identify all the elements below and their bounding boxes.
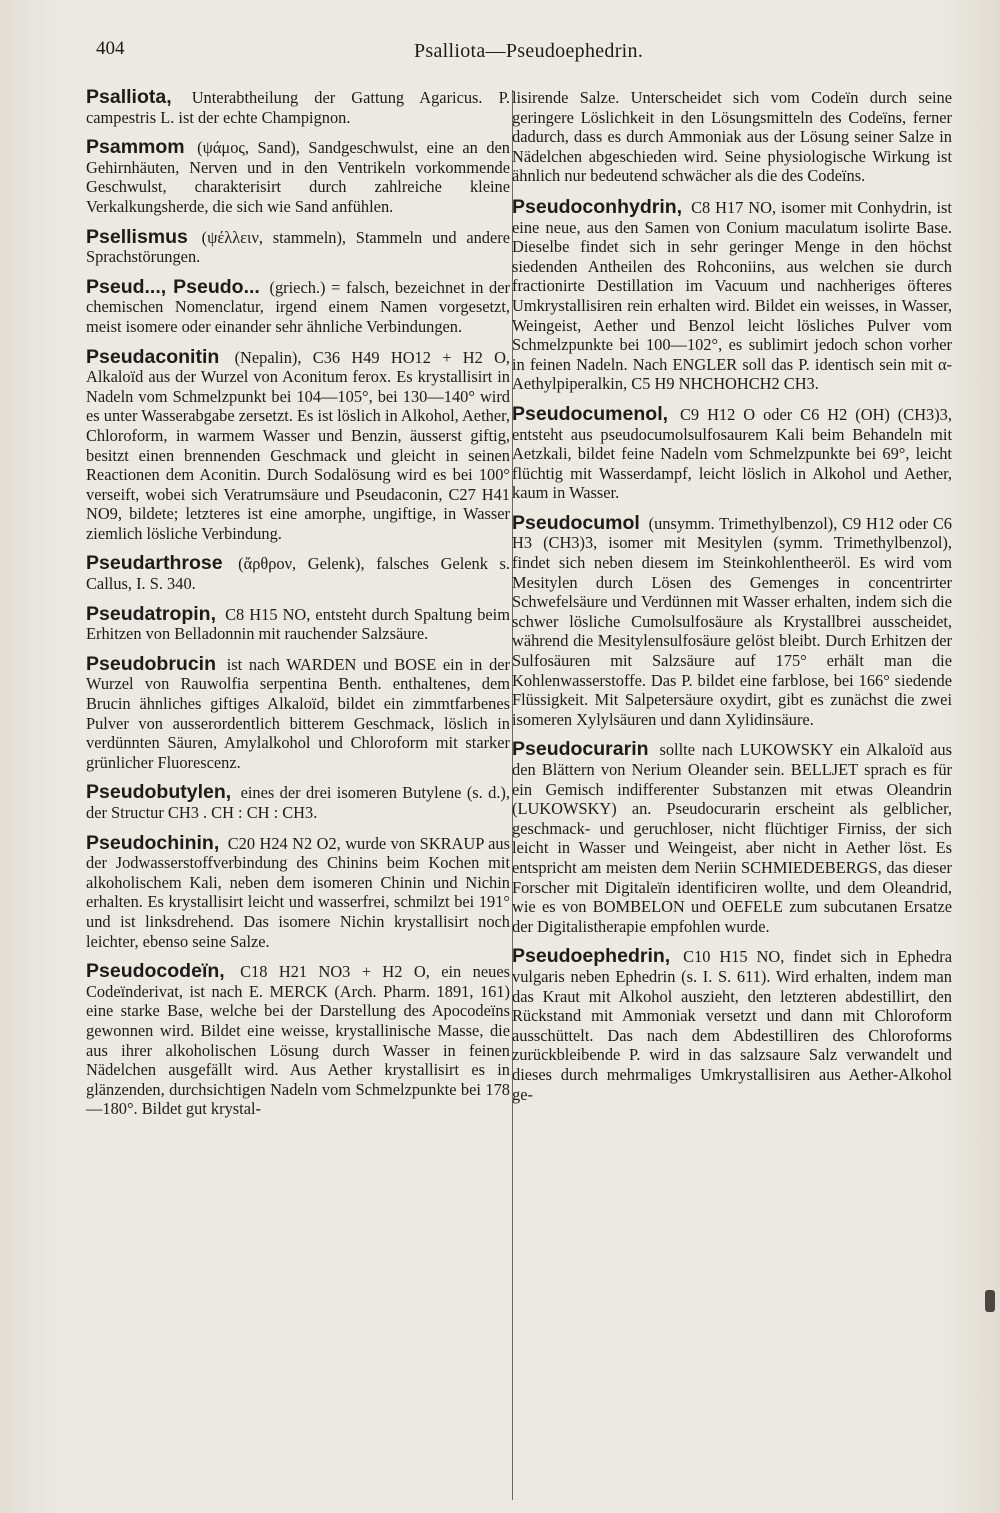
entry-pseudocurarin	[512, 740, 952, 936]
entry-pseudochinin	[86, 831, 510, 952]
lemma: Pseudochinin,	[86, 831, 220, 854]
running-head: Psalliota—Pseudoephedrin.	[414, 40, 644, 62]
lemma: Pseudoephedrin,	[512, 945, 671, 968]
continued-text: lisirende Salze. Unterscheidet sich vom Codeïn durch seine geringere Löslichkeit in den Lösungsmitteln des Codeïns, ferner dadurch, dass es durch Ammoniak aus der Lösung seiner Salze in Nädelchen abgeschieden wird. Seine physiologische Wirkung ist ähnlich nur bedeutend schwächer als die des Codeïns.	[512, 88, 952, 186]
definition: C8 H15 NO, entsteht durch Spaltung beim Erhitzen von Belladonnin mit rauchender Salzsäure.	[86, 604, 510, 644]
lemma: Pseudarthrose	[86, 552, 223, 575]
entry-pseudoconhydrin	[512, 195, 952, 394]
lemma: Pseudobrucin	[86, 652, 217, 675]
definition: C10 H15 NO, findet sich in Ephedra vulgaris neben Ephedrin (s. I. S. 611). Wird erhalten, indem man das Kraut mit Alkohol auszieht, den letzteren abdestillirt, den Rückstand mit Ammoniak versetzt und dann mit Chloroform ausschüttelt. Das nach dem Abdestilliren des Chloroforms zurückbleibende P. wird in das salzsaure Salz verwandelt und dieses durch mehrmaliges Umkrystallisiren aus Aether-Alkohol ge-	[512, 947, 952, 1104]
definition: ist nach WARDEN und BOSE ein in der Wurzel von Rauwolfia serpentina Benth. enthaltenes, dem Brucin ähnliches giftiges Alkaloïd, bildet ein zimmtfarbenes Pulver von ausserordentlich bitterem Geschmack, löslich in verdünnten Säuren, Amylalkohol und Chloroform mit starker grünlicher Fluorescenz.	[86, 654, 510, 772]
definition: C18 H21 NO3 + H2 O, ein neues Codeïnderivat, ist nach E. MERCK (Arch. Pharm. 1891, 161) eine starke Base, welche bei der Darstellung des Apocodeïns gewonnen wird. Bildet eine weisse, krystallinische Masse, die aus ihrer alkoholischen Lösung durch Wasser in feinen Nädelchen ausgefällt wird. Aus Aether krystallisirt es in glänzenden, durchsichtigen Nadeln vom Schmelzpunkte bei 178—180°. Bildet gut krystal-	[86, 962, 510, 1119]
definition: (Nepalin), C36 H49 HO12 + H2 O, Alkaloïd aus der Wurzel von Aconitum ferox. Es krystallisirt in Nadeln vom Schmelzpunkt bei 104—105°, bei 130—140° wird es unter Wasserabgabe zersetzt. Es ist löslich in Alkohol, Aether, Chloroform, in warmem Wasser und Benzin, äusserst giftig, besitzt einen brennenden Geschmack und gleicht in seinen Reactionen dem Aconitin. Durch Sodalösung wird es bei 100° verseift, wobei sich Veratrumsäure und Pseudaconin, C27 H41 NO9, bildete; letzteres ist eine amorphe, ungiftige, in Wasser ziemlich lösliche Verbindung.	[86, 347, 510, 543]
definition: C9 H12 O oder C6 H2 (OH) (CH3)3, entsteht aus pseudocumolsulfosaurem Kali beim Behandeln mit Aetzkali, bildet feine Nadeln vom Schmelzpunkte bei 69°, leicht flüchtig mit Wasserdampf, leicht löslich in Alkohol und Aether, kaum in Wasser.	[512, 404, 952, 503]
definition: (unsymm. Trimethylbenzol), C9 H12 oder C6 H3 (CH3)3, isomer mit Mesitylen (symm. Trimethylbenzol), findet sich neben diesem im Steinkohlentheeröl. Es wird vom Mesitylen durch Lösen des Gemenges in concentrirter Schwefelsäure und Verdünnen mit Wasser erhalten, indem sich die schwer lösliche Cumolsulfosäure als Krystallbrei ausscheidet, während die Mesitylensulfosäure gelöst bleibt. Durch Erhitzen der Sulfosäuren mit Salzsäure auf 175° erhält man die Kohlenwasserstoffe. Das P. bildet eine farblose, bei 166° siedende Flüssigkeit. Mit Salpetersäure oxydirt, gibt es zunächst die zwei isomeren Xylylsäuren und dann Xylidinsäure.	[512, 513, 952, 729]
entry-pseudarthrose	[86, 554, 510, 593]
lemma: Pseudocurarin	[512, 738, 649, 761]
definition: eines der drei isomeren Butylene (s. d.), der Structur CH3 . CH : CH : CH3.	[86, 783, 510, 822]
lemma: Psellismus	[86, 225, 188, 248]
entry-psalliota	[86, 88, 510, 127]
definition: C20 H24 N2 O2, wurde von SKRAUP aus der Jodwasserstoffverbindung des Chinins beim Kochen mit alkoholischem Kali, neben dem isomeren Chinin und Nichin erhalten. Es krystallisirt leicht und wasserfrei, schmilzt bei 191° und ist linksdrehend. Das isomere Nichin krystallisirt noch leichter, ebenso seine Salze.	[86, 833, 510, 951]
lemma: Pseudocodeïn,	[86, 960, 225, 983]
entry-pseudocodein	[86, 962, 510, 1119]
lemma: Pseudobutylen,	[86, 781, 232, 804]
definition: sollte nach LUKOWSKY ein Alkaloïd aus den Blättern von Nerium Oleander sein. BELLJET sprach es für ein Gemisch indifferenter Substanzen mit etwas Oleandrin (LUKOWSKY) an. Pseudocurarin erscheint als gelblicher, geschmack- und geruchloser, nicht flüchtiger Firniss, der sich leicht in Wasser und Weingeist, aber nicht in Aether löst. Es entspricht am meisten dem Neriin SCHMIEDEBERGS, das dieser Forscher mit Digitaleïn identificiren wollte, und dem Oleandrid, wie es von BOMBELON und OEFELE zum subcutanen Ersatze der Digitalistherapie empfohlen wurde.	[512, 740, 952, 936]
definition: C8 H17 NO, isomer mit Conhydrin, ist eine neue, aus den Samen von Conium maculatum isolirte Base. Dieselbe findet sich in sehr geringer Menge in den höchst siedenden Antheilen des Rohconiins, aus welchen sie durch fractionirte Destillation im Vacuum und nachheriges öfteres Umkrystallisiren rein erhalten wird. Bildet ein weisses, in Wasser, Weingeist, Aether und Benzol leicht lösliches Pulver vom Schmelzpunkte bei 100—102°, es sublimirt jedoch schon vorher in feinen Nadeln. Nach ENGLER soll das P. identisch sein mit α-Aethylpiperalkin, C5 H9 NHCHOHCH2 CH3.	[512, 197, 952, 394]
lemma: Pseudaconitin	[86, 345, 220, 368]
lemma: Pseudocumol	[512, 511, 640, 534]
entry-psammom	[86, 138, 510, 216]
definition: (ψέλλειν, stammeln), Stammeln und andere Sprachstörungen.	[86, 227, 510, 267]
definition: Unterabtheilung der Gattung Agaricus. P. campestris L. ist der echte Champignon.	[86, 88, 510, 127]
entry-psellismus	[86, 225, 510, 267]
definition: (ψάμος, Sand), Sandgeschwulst, eine an den Gehirnhäuten, Nerven und in den Ventrikeln vorkommende Geschwulst, charakterisirt durch zahlreiche kleine Verkalkungsherde, die sich wie Sand anfühlen.	[86, 138, 510, 216]
entry-pseudobrucin	[86, 652, 510, 773]
entry-pseudaconitin	[86, 345, 510, 544]
page-header	[96, 38, 976, 68]
entry-pseudobutylen	[86, 783, 510, 822]
lemma: Pseudatropin,	[86, 602, 217, 625]
entry-pseudocumol	[512, 511, 952, 730]
right-column	[512, 88, 952, 1115]
entry-pseudoephedrin	[512, 947, 952, 1104]
page-number: 404	[96, 38, 125, 59]
lemma: Psammom	[86, 136, 185, 159]
page-edge-mark	[985, 1290, 995, 1312]
definition: (ἄρθρον, Gelenk), falsches Gelenk s. Callus, I. S. 340.	[86, 554, 510, 594]
entry-pseudocumenol	[512, 402, 952, 503]
lemma: Pseud..., Pseudo...	[86, 275, 260, 298]
lemma: Pseudocumenol,	[512, 402, 669, 425]
lemma: Pseudoconhydrin,	[512, 195, 683, 218]
entry-pseudo	[86, 275, 510, 337]
definition: (griech.) = falsch, bezeichnet in der chemischen Nomenclatur, irgend einem Namen vorgesetzt, meist isomere oder einander sehr ähnliche Verbindungen.	[86, 277, 510, 336]
entry-pseudatropin	[86, 602, 510, 644]
lemma: Psalliota,	[86, 86, 172, 108]
left-column	[86, 88, 510, 1130]
